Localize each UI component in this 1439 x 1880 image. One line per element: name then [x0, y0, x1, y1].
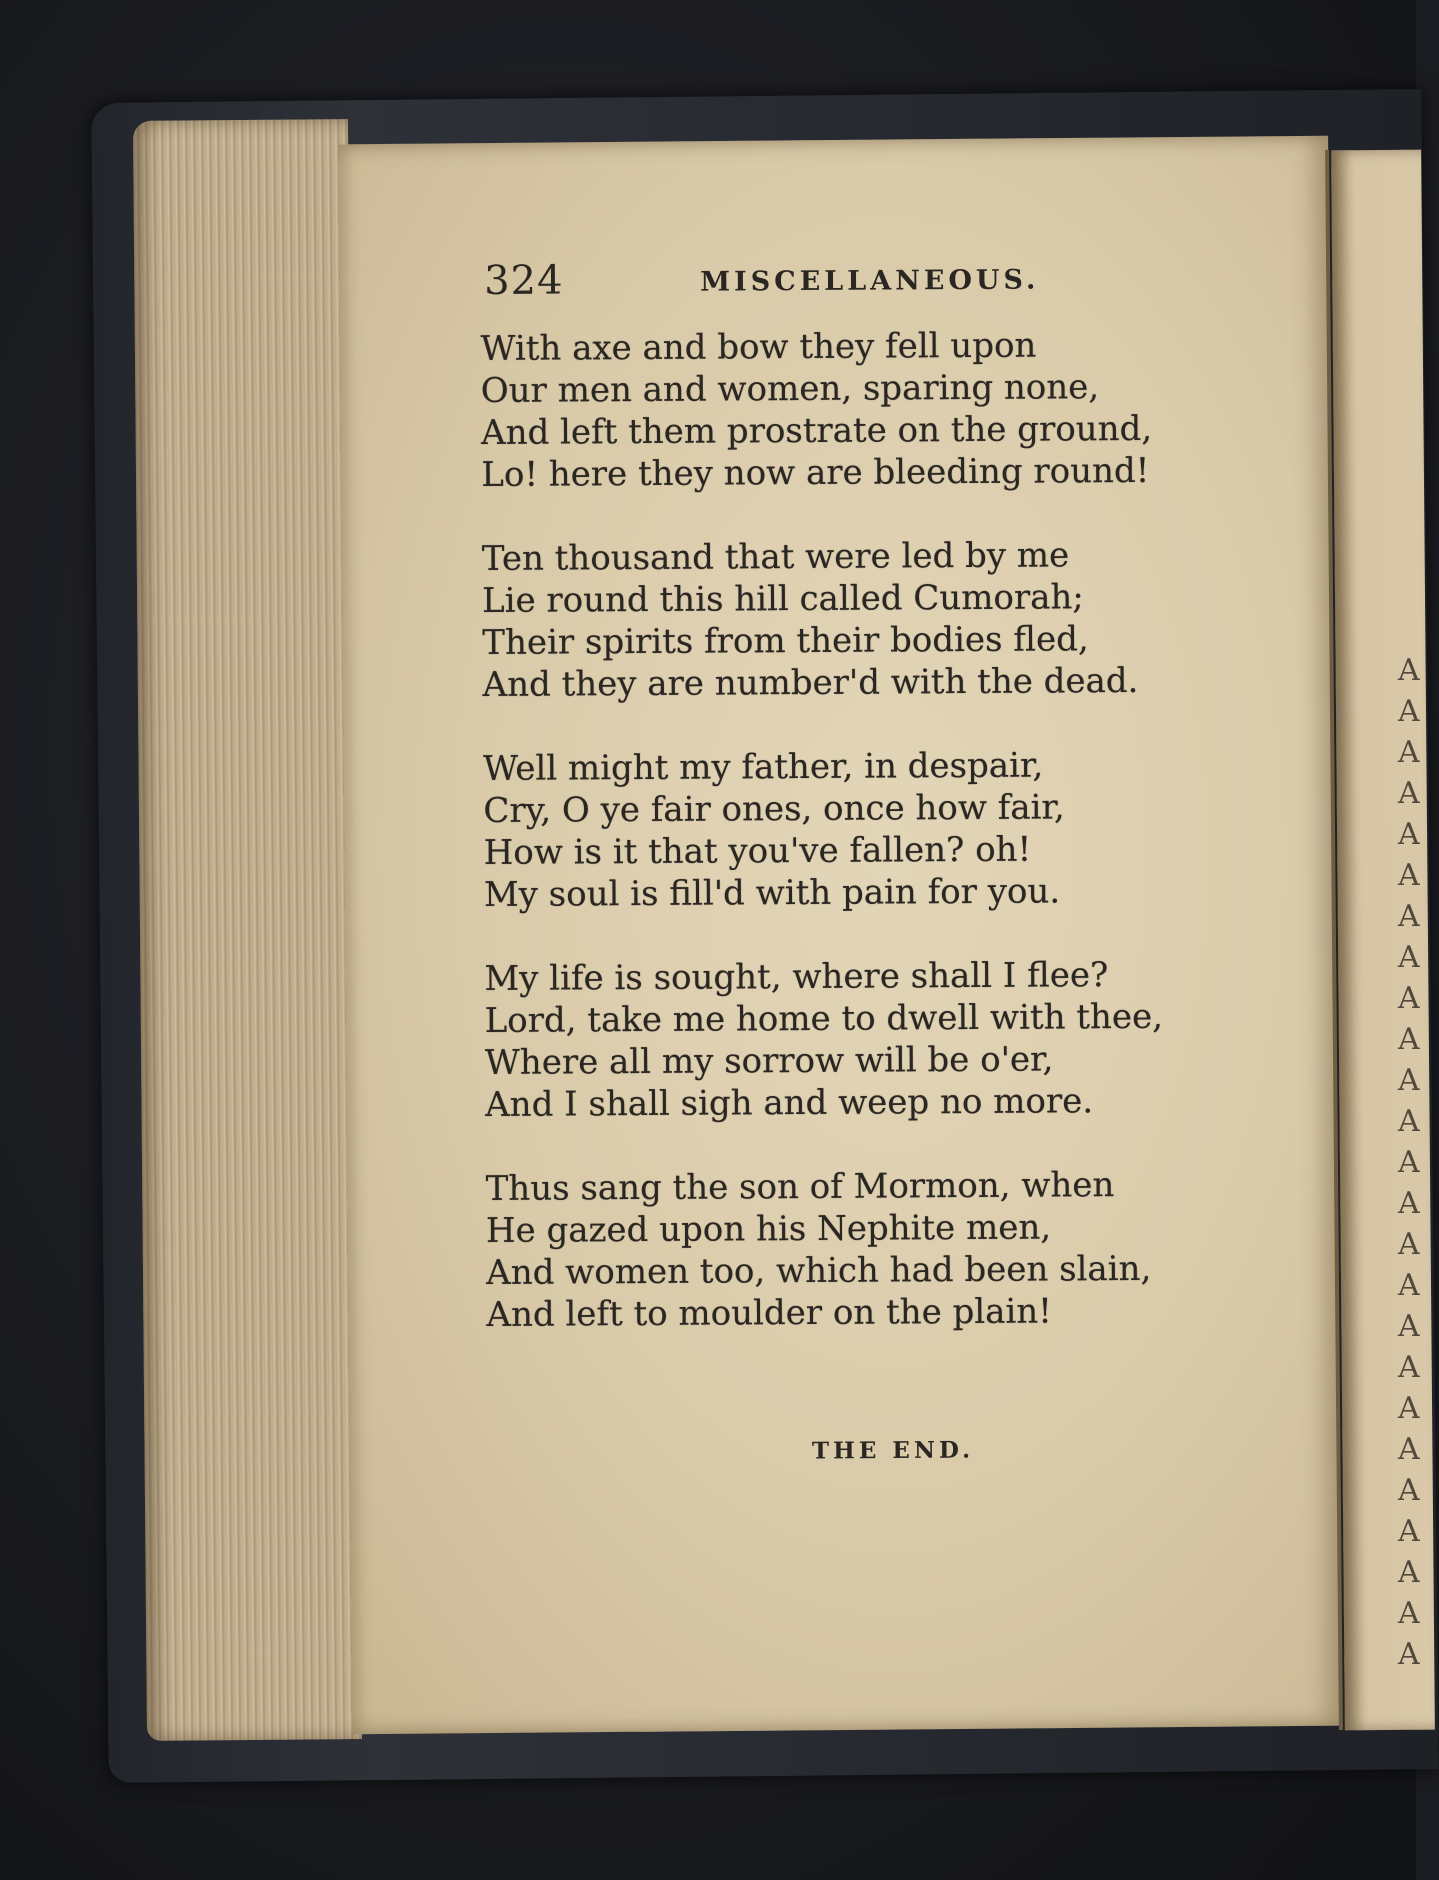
verse-line: Ten thousand that were led by me [481, 535, 1070, 579]
facing-letter: A [1398, 981, 1420, 1016]
verse-line: My soul is fill'd with pain for you. [483, 871, 1061, 915]
facing-letter: A [1398, 1350, 1420, 1385]
stanza-3 [483, 743, 1244, 916]
verse-line: Our men and women, sparing none, [480, 367, 1100, 411]
verse-line: Lord, take me home to dwell with thee, [484, 996, 1164, 1041]
facing-letter: A [1398, 1268, 1420, 1303]
page-edges [133, 119, 362, 1741]
verse-line: Where all my sorrow will be o'er, [484, 1039, 1054, 1083]
facing-letter: A [1398, 1022, 1420, 1057]
facing-letter: A [1398, 1063, 1420, 1098]
verse-line: And left to moulder on the plain! [486, 1291, 1053, 1335]
facing-letter: A [1398, 940, 1420, 975]
verse-line: How is it that you've fallen? oh! [483, 829, 1032, 873]
facing-letter: A [1398, 735, 1420, 770]
verse-line: Thus sang the son of Mormon, when [485, 1165, 1115, 1209]
verse-line: Lie round this hill called Cumorah; [481, 577, 1084, 621]
verse-line: And left them prostrate on the ground, [480, 408, 1153, 453]
facing-letter: A [1398, 1227, 1420, 1262]
verse-line: Cry, O ye fair ones, once how fair, [483, 787, 1065, 831]
facing-letter: A [1398, 653, 1420, 688]
facing-letter: A [1398, 694, 1420, 729]
stanza-4 [484, 953, 1245, 1126]
page-number: 324 [483, 257, 564, 304]
facing-letter: A [1398, 817, 1420, 852]
facing-letter: A [1398, 1391, 1420, 1426]
facing-letter: A [1398, 1432, 1420, 1467]
stanza-2 [482, 533, 1243, 706]
running-head [480, 253, 1240, 306]
facing-letter: A [1398, 899, 1420, 934]
verse-line: Their spirits from their bodies fled, [482, 619, 1089, 663]
facing-letter: A [1398, 858, 1420, 893]
facing-letter: A [1398, 1596, 1420, 1631]
stanza-5 [486, 1163, 1247, 1336]
verse-line: Lo! here they now are bleeding round! [481, 450, 1150, 495]
verse-line: And women too, which had been slain, [486, 1248, 1152, 1293]
facing-letter: A [1398, 776, 1420, 811]
verse-line: He gazed upon his Nephite men, [485, 1207, 1052, 1251]
facing-letter: A [1398, 1186, 1420, 1221]
verse-line: And they are number'd with the dead. [482, 660, 1139, 705]
poem-text [480, 253, 1247, 1378]
facing-letter: A [1398, 1555, 1420, 1590]
facing-letter: A [1398, 1514, 1420, 1549]
facing-letter: A [1398, 1104, 1420, 1139]
the-end-label: THE END. [811, 1436, 975, 1465]
facing-letter: A [1398, 1309, 1420, 1344]
facing-letter: A [1398, 1145, 1420, 1180]
section-title: MISCELLANEOUS. [700, 264, 1040, 298]
facing-page-letters [1398, 650, 1422, 1675]
verse-line: My life is sought, where shall I flee? [484, 955, 1109, 999]
stanza-1 [480, 323, 1241, 496]
facing-letter: A [1398, 1473, 1420, 1508]
verse-line: And I shall sigh and weep no more. [485, 1081, 1094, 1125]
facing-letter: A [1398, 1637, 1420, 1672]
verse-line: With axe and bow they fell upon [480, 325, 1037, 369]
verse-line: Well might my father, in despair, [482, 745, 1044, 789]
